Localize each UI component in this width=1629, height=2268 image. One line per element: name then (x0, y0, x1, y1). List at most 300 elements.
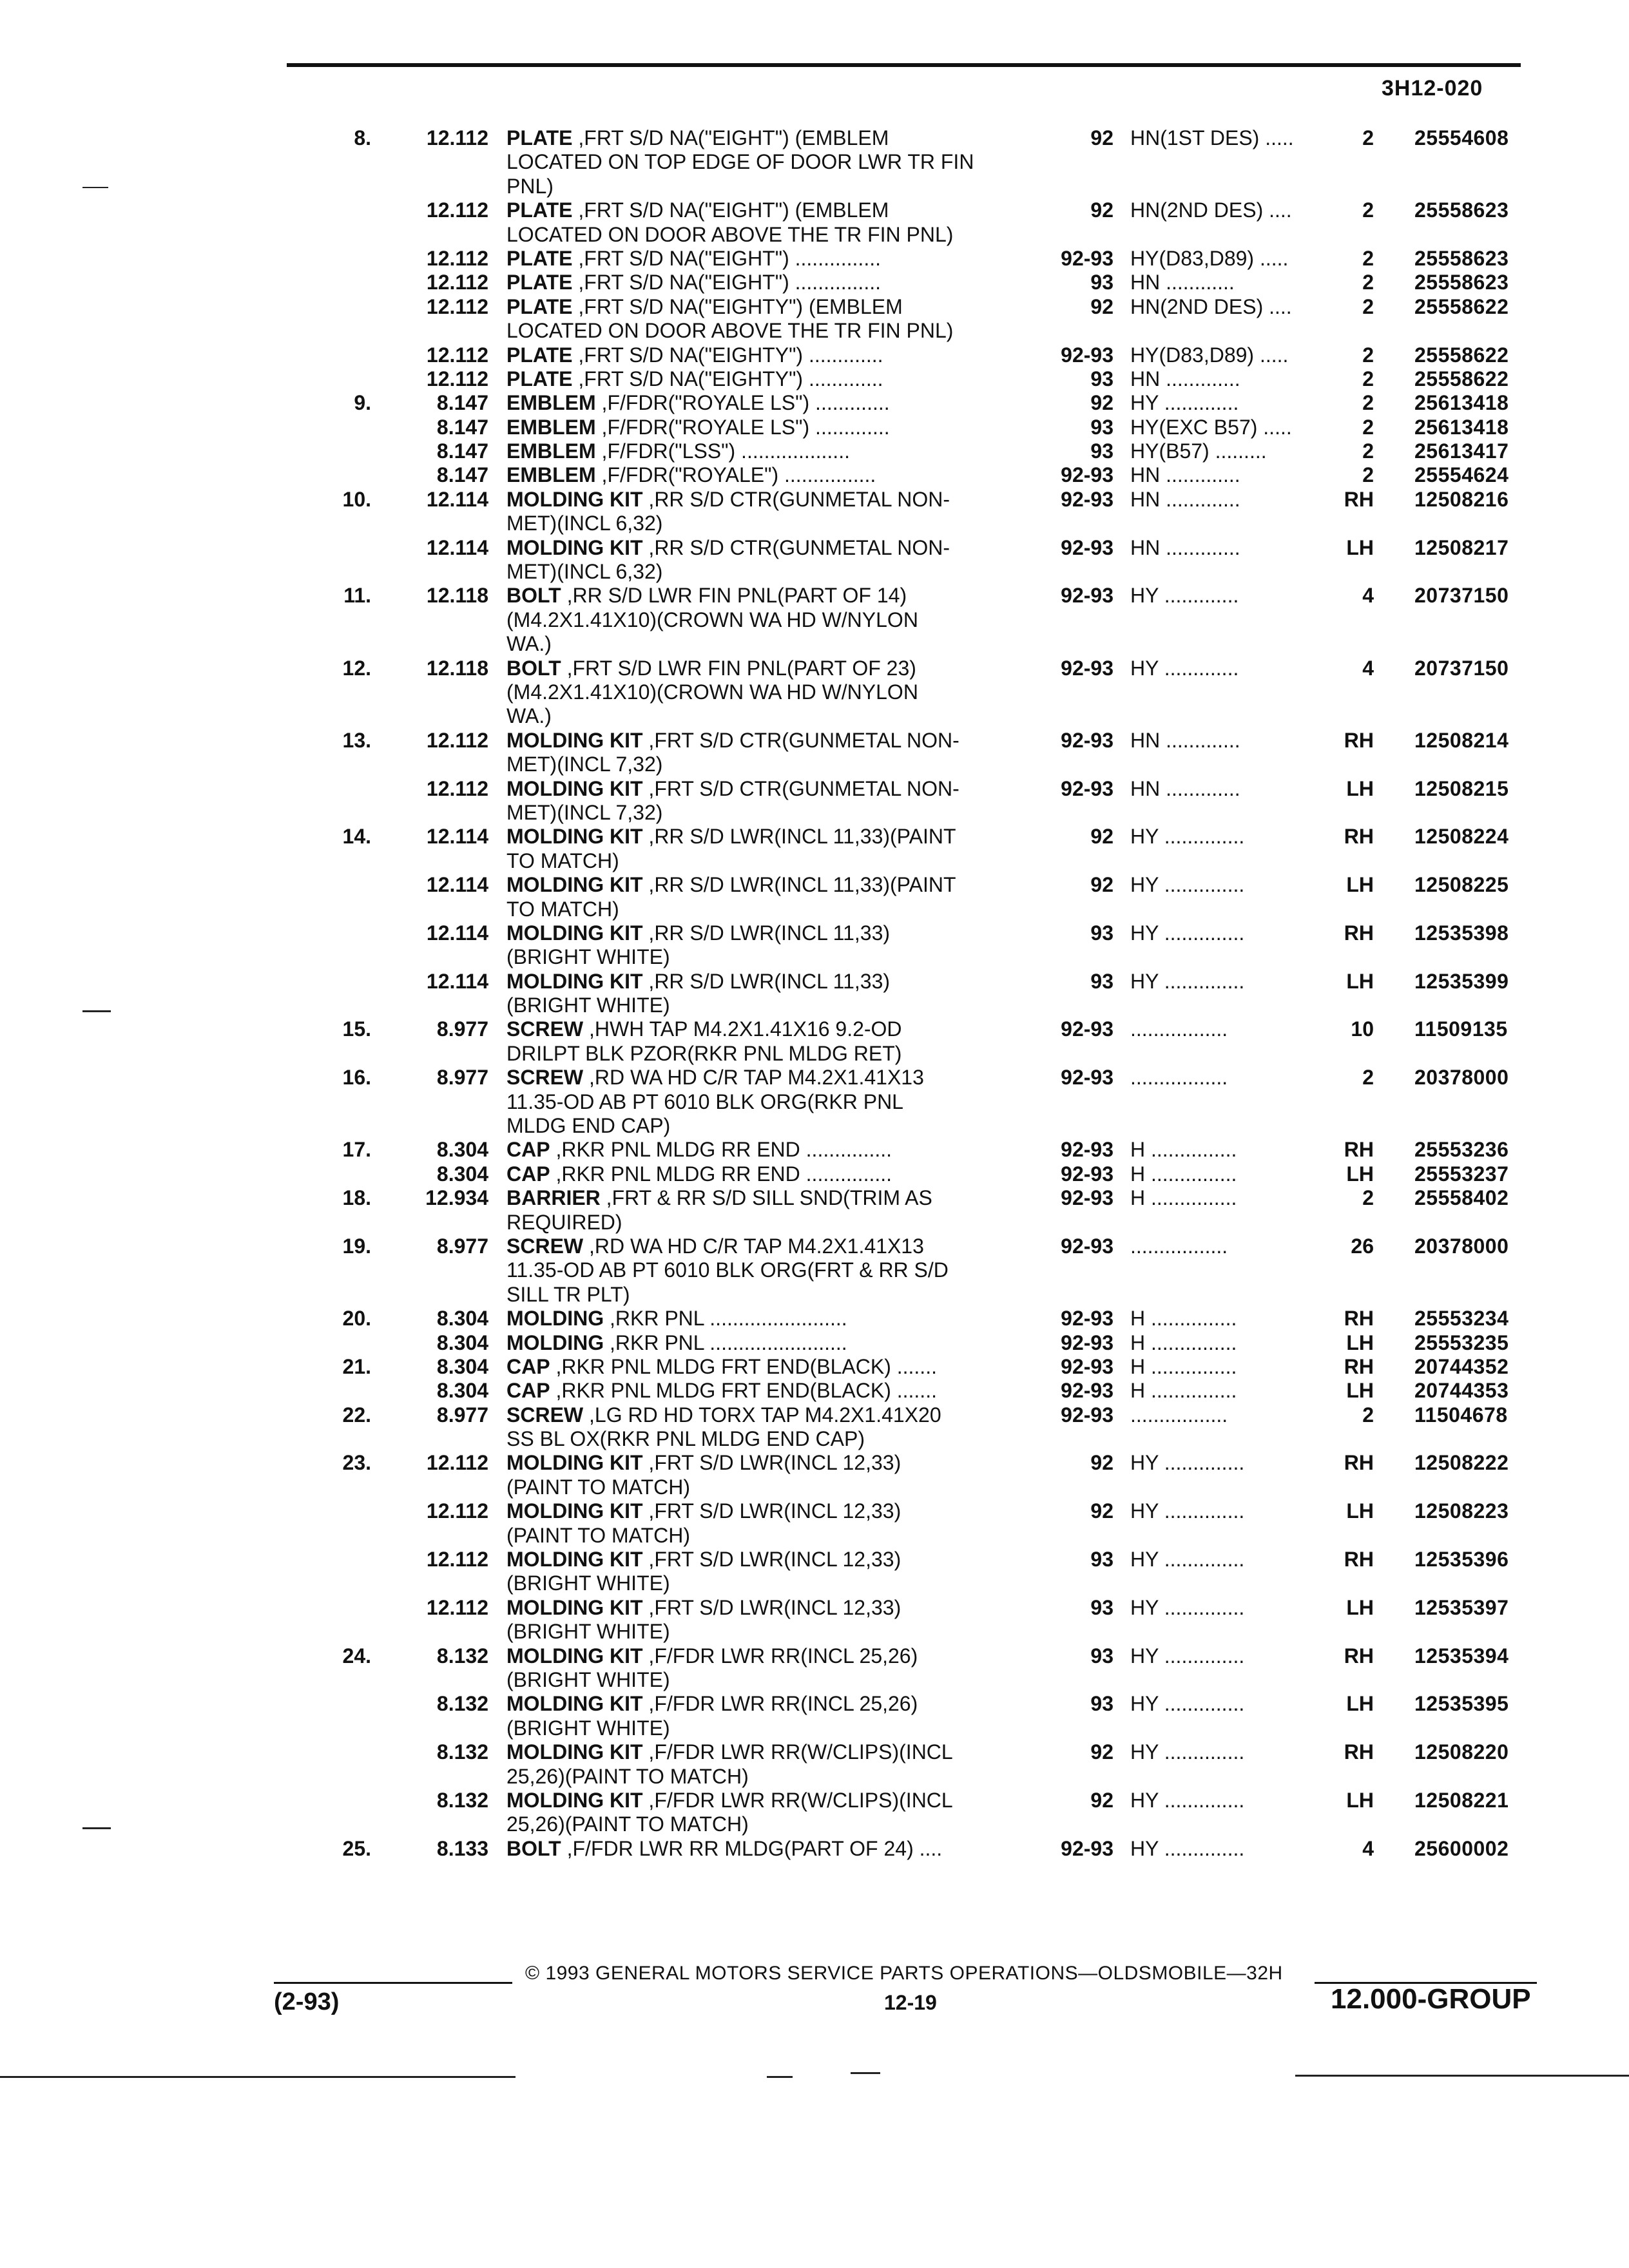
model-comment: HN ............. (1130, 367, 1240, 390)
table-row (0, 729, 1629, 753)
part-description (506, 1571, 670, 1595)
table-row (0, 1692, 1629, 1716)
part-description (506, 1307, 847, 1331)
part-name: EMBLEM (506, 415, 596, 439)
table-row (0, 608, 1629, 632)
group-number: 8.147 (436, 463, 488, 487)
part-description-text: REQUIRED) (506, 1210, 622, 1234)
item-number: 24. (342, 1644, 371, 1667)
table-row (0, 873, 1629, 897)
group-number: 12.112 (426, 367, 488, 390)
group-number: 12.934 (425, 1186, 488, 1210)
part-description-text: ,RKR PNL ........................ (604, 1307, 847, 1331)
part-name: MOLDING KIT (506, 1548, 643, 1571)
part-description (506, 512, 662, 535)
part-description (506, 343, 883, 367)
group-number: 12.114 (426, 825, 488, 849)
item-number: 17. (342, 1138, 371, 1162)
part-description-text: ,RR S/D LWR(INCL 11,33) (642, 969, 891, 993)
model-year: 93 (1090, 367, 1113, 390)
table-row (0, 801, 1629, 825)
model-year: 92 (1090, 1499, 1113, 1523)
part-description-text: ,FRT S/D CTR(GUNMETAL NON- (642, 728, 959, 752)
table-row (0, 1644, 1629, 1668)
model-year: 92-93 (1061, 246, 1113, 270)
model-year: 93 (1090, 439, 1113, 463)
item-number: 13. (342, 728, 371, 752)
table-row (0, 1668, 1629, 1692)
model-comment: HY ............. (1130, 391, 1239, 415)
part-number: 25558622 (1414, 367, 1509, 390)
model-comment: H ............... (1130, 1138, 1237, 1162)
model-comment: HY(B57) ......... (1130, 439, 1267, 463)
table-row (0, 1499, 1629, 1523)
table-row (0, 994, 1629, 1017)
model-comment: HY .............. (1130, 1451, 1245, 1475)
model-comment: ................. (1130, 1234, 1228, 1258)
model-comment: HN ............ (1130, 271, 1235, 294)
part-description (506, 1186, 932, 1210)
part-description (506, 1114, 670, 1138)
part-name: PLATE (506, 126, 573, 149)
item-number: 14. (342, 825, 371, 849)
part-description (506, 921, 890, 945)
quantity: 2 (1362, 1066, 1374, 1090)
part-description-text: (BRIGHT WHITE) (506, 994, 670, 1017)
model-year: 92 (1090, 1451, 1113, 1475)
part-description-text: ,FRT S/D NA("EIGHT") (EMBLEM (572, 198, 889, 222)
model-comment: HN(1ST DES) ..... (1130, 126, 1294, 149)
table-row (0, 1620, 1629, 1644)
part-number: 12508214 (1414, 728, 1509, 752)
part-number: 25558623 (1414, 271, 1509, 294)
table-row (0, 1235, 1629, 1258)
revision-date: (2-93) (274, 1988, 340, 2015)
item-number: 10. (342, 487, 371, 511)
part-description-text: MET)(INCL 6,32) (506, 560, 663, 584)
part-number: 25553234 (1414, 1307, 1509, 1331)
table-row (0, 1283, 1629, 1307)
part-description (506, 1066, 924, 1090)
part-name: MOLDING KIT (506, 1499, 643, 1523)
table-row (0, 560, 1629, 584)
table-row (0, 1379, 1629, 1403)
part-number: 12508221 (1414, 1788, 1509, 1812)
quantity: 4 (1362, 656, 1374, 680)
part-description-text: ,RR S/D CTR(GUNMETAL NON- (642, 487, 950, 511)
quantity: RH (1344, 921, 1374, 945)
group-number: 12.114 (426, 535, 488, 559)
part-description-text: (BRIGHT WHITE) (506, 1571, 670, 1595)
group-number: 12.114 (426, 873, 488, 897)
table-row (0, 680, 1629, 704)
model-comment: HY .............. (1130, 1499, 1245, 1523)
model-year: 92 (1090, 391, 1113, 415)
table-row (0, 657, 1629, 680)
part-description (506, 657, 916, 680)
part-description-text: ,RR S/D LWR(INCL 11,33) (642, 921, 891, 945)
part-description-text: SILL TR PLT) (506, 1282, 630, 1306)
part-name: BARRIER (506, 1186, 601, 1210)
part-number: 12508224 (1414, 825, 1509, 849)
scan-artifact-line (851, 2072, 880, 2074)
part-description-text: (BRIGHT WHITE) (506, 1668, 670, 1691)
part-name: MOLDING KIT (506, 1451, 643, 1475)
part-name: EMBLEM (506, 463, 596, 487)
part-description (506, 1596, 901, 1620)
part-description-text: (BRIGHT WHITE) (506, 945, 670, 969)
table-row (0, 777, 1629, 801)
model-comment: HY .............. (1130, 825, 1245, 849)
scan-artifact-line (767, 2076, 793, 2078)
quantity: LH (1346, 969, 1374, 993)
model-year: 92-93 (1061, 584, 1113, 608)
model-year: 92-93 (1061, 1017, 1113, 1041)
part-description (506, 1499, 901, 1523)
part-description (506, 1355, 937, 1379)
part-description (506, 439, 850, 463)
quantity: RH (1344, 1451, 1374, 1475)
model-comment: HN(2ND DES) .... (1130, 294, 1292, 318)
part-name: SCREW (506, 1403, 584, 1427)
quantity: RH (1344, 1548, 1374, 1571)
model-comment: HY ............. (1130, 584, 1239, 608)
quantity: RH (1344, 487, 1374, 511)
group-label: 12.000-GROUP (1331, 1983, 1531, 2015)
model-year: 92-93 (1061, 1307, 1113, 1331)
scan-artifact-mark (82, 187, 108, 188)
part-description-text: ,FRT S/D LWR(INCL 12,33) (642, 1499, 901, 1523)
model-year: 92 (1090, 126, 1113, 149)
part-name: BOLT (506, 1836, 561, 1860)
model-year: 92-93 (1061, 1331, 1113, 1354)
part-description (506, 295, 903, 319)
model-comment: H ............... (1130, 1379, 1237, 1403)
model-comment: ................. (1130, 1017, 1228, 1041)
quantity: LH (1346, 1162, 1374, 1186)
part-name: PLATE (506, 343, 573, 367)
part-number: 25553236 (1414, 1138, 1509, 1162)
part-description-text: (M4.2X1.41X10)(CROWN WA HD W/NYLON (506, 608, 918, 631)
group-number: 8.304 (436, 1379, 488, 1403)
part-description-text: WA.) (506, 632, 552, 656)
part-name: CAP (506, 1354, 550, 1378)
part-name: MOLDING KIT (506, 1595, 643, 1619)
part-description-text: TO MATCH) (506, 897, 619, 921)
part-description-text: ,FRT S/D NA("EIGHT") ............... (572, 271, 881, 294)
part-description-text: PNL) (506, 174, 554, 198)
group-number: 12.112 (426, 1451, 488, 1475)
table-row (0, 271, 1629, 294)
part-description-text: 11.35-OD AB PT 6010 BLK ORG(RKR PNL (506, 1090, 903, 1113)
part-description (506, 126, 889, 150)
part-description (506, 416, 890, 439)
part-description (506, 801, 662, 825)
part-description-text: ,FRT S/D NA("EIGHTY") ............. (572, 343, 883, 367)
item-number: 20. (342, 1307, 371, 1331)
part-name: SCREW (506, 1017, 584, 1041)
part-description-text: ,F/FDR("ROYALE LS") ............. (595, 415, 890, 439)
part-description (506, 1765, 749, 1789)
model-comment: HY .............. (1130, 1548, 1245, 1571)
table-row (0, 1017, 1629, 1041)
model-year: 92-93 (1061, 1066, 1113, 1090)
part-name: EMBLEM (506, 439, 596, 463)
table-row (0, 1524, 1629, 1548)
part-name: EMBLEM (506, 391, 596, 415)
part-description-text: ,F/FDR("ROYALE") ................ (595, 463, 876, 487)
model-year: 93 (1090, 1548, 1113, 1571)
part-description-text: ,FRT S/D LWR(INCL 12,33) (642, 1595, 901, 1619)
part-number: 20378000 (1414, 1066, 1509, 1090)
group-number: 8.132 (436, 1740, 488, 1764)
model-year: 93 (1090, 1692, 1113, 1716)
model-comment: HY .............. (1130, 969, 1245, 993)
part-description-text: WA.) (506, 704, 552, 728)
item-number: 16. (342, 1066, 371, 1090)
part-name: MOLDING KIT (506, 969, 643, 993)
model-year: 92-93 (1061, 463, 1113, 487)
scan-artifact-line (1295, 2075, 1629, 2077)
part-description-text: ,RD WA HD C/R TAP M4.2X1.41X13 (583, 1066, 924, 1090)
model-year: 92 (1090, 873, 1113, 897)
part-description (506, 1235, 924, 1258)
model-comment: HY .............. (1130, 1595, 1245, 1619)
table-row (0, 223, 1629, 247)
quantity: 4 (1362, 1836, 1374, 1860)
part-description (506, 1211, 622, 1235)
group-number: 12.112 (426, 294, 488, 318)
model-year: 92-93 (1061, 656, 1113, 680)
group-number: 8.977 (436, 1066, 488, 1090)
part-name: MOLDING (506, 1331, 604, 1354)
group-number: 8.977 (436, 1234, 488, 1258)
part-description (506, 1427, 865, 1451)
part-name: MOLDING KIT (506, 873, 643, 897)
quantity: LH (1346, 1692, 1374, 1716)
model-year: 92-93 (1061, 1836, 1113, 1860)
part-name: PLATE (506, 367, 573, 390)
quantity: RH (1344, 1354, 1374, 1378)
header-rule (287, 63, 1521, 67)
part-description-text: ,RR S/D LWR(INCL 11,33)(PAINT (642, 873, 956, 897)
part-number: 12535397 (1414, 1595, 1509, 1619)
model-comment: HN ............. (1130, 535, 1240, 559)
part-description (506, 1789, 953, 1812)
group-number: 12.112 (426, 246, 488, 270)
part-description (506, 1138, 892, 1162)
part-number: 25558402 (1414, 1186, 1509, 1210)
model-comment: HN(2ND DES) .... (1130, 198, 1292, 222)
quantity: 2 (1362, 246, 1374, 270)
part-name: PLATE (506, 294, 573, 318)
part-description-text: MET)(INCL 7,32) (506, 800, 663, 824)
part-name: MOLDING KIT (506, 728, 643, 752)
part-description (506, 704, 552, 728)
quantity: LH (1346, 1499, 1374, 1523)
part-description (506, 1524, 690, 1548)
part-description (506, 608, 918, 632)
part-description (506, 1812, 749, 1836)
quantity: 2 (1362, 367, 1374, 390)
item-number: 22. (342, 1403, 371, 1427)
group-number: 12.118 (426, 584, 488, 608)
part-description-text: ,FRT & RR S/D SILL SND(TRIM AS (600, 1186, 932, 1210)
quantity: 4 (1362, 584, 1374, 608)
table-row (0, 463, 1629, 487)
table-row (0, 343, 1629, 367)
table-row (0, 295, 1629, 319)
part-description-text: LOCATED ON DOOR ABOVE THE TR FIN PNL) (506, 222, 954, 246)
table-row (0, 1716, 1629, 1740)
part-description-text: ,FRT S/D NA("EIGHT") ............... (572, 246, 881, 270)
part-description-text: DRILPT BLK PZOR(RKR PNL MLDG RET) (506, 1041, 902, 1065)
part-name: CAP (506, 1379, 550, 1403)
part-description (506, 1475, 690, 1499)
part-description-text: ,F/FDR LWR RR(W/CLIPS)(INCL (642, 1788, 953, 1812)
part-description-text: ,FRT S/D CTR(GUNMETAL NON- (642, 776, 959, 800)
part-description (506, 584, 907, 608)
group-number: 8.147 (436, 415, 488, 439)
table-row (0, 753, 1629, 776)
scan-artifact-mark (82, 1010, 111, 1012)
model-comment: H ............... (1130, 1331, 1237, 1354)
part-description-text: MET)(INCL 7,32) (506, 753, 663, 776)
part-name: PLATE (506, 198, 573, 222)
quantity: 2 (1362, 439, 1374, 463)
model-year: 92-93 (1061, 1379, 1113, 1403)
group-number: 8.132 (436, 1644, 488, 1667)
table-row (0, 704, 1629, 728)
group-number: 8.977 (436, 1017, 488, 1041)
model-year: 93 (1090, 921, 1113, 945)
part-name: PLATE (506, 271, 573, 294)
quantity: 2 (1362, 415, 1374, 439)
quantity: LH (1346, 873, 1374, 897)
model-year: 93 (1090, 1644, 1113, 1667)
item-number: 21. (342, 1354, 371, 1378)
part-description (506, 1740, 953, 1764)
part-description (506, 1620, 670, 1644)
part-name: BOLT (506, 656, 561, 680)
item-number: 15. (342, 1017, 371, 1041)
part-description (506, 271, 881, 294)
part-description (506, 898, 619, 921)
part-number: 25600002 (1414, 1836, 1509, 1860)
group-number: 8.977 (436, 1403, 488, 1427)
group-number: 8.304 (436, 1138, 488, 1162)
part-description (506, 198, 889, 222)
quantity: RH (1344, 1307, 1374, 1331)
model-comment: HY .............. (1130, 1836, 1245, 1860)
table-row (0, 849, 1629, 873)
model-year: 92-93 (1061, 1403, 1113, 1427)
part-description-text: SS BL OX(RKR PNL MLDG END CAP) (506, 1427, 865, 1451)
model-comment: H ............... (1130, 1186, 1237, 1210)
model-comment: HY .............. (1130, 1788, 1245, 1812)
table-row (0, 1186, 1629, 1210)
group-number: 12.112 (426, 126, 488, 149)
scan-artifact-mark (82, 1827, 111, 1829)
model-year: 92-93 (1061, 1234, 1113, 1258)
table-row (0, 945, 1629, 969)
model-comment: HN ............. (1130, 776, 1240, 800)
group-number: 8.304 (436, 1354, 488, 1378)
quantity: LH (1346, 1379, 1374, 1403)
group-number: 12.112 (426, 1548, 488, 1571)
quantity: 2 (1362, 126, 1374, 149)
table-row (0, 1331, 1629, 1355)
table-row (0, 439, 1629, 463)
table-row (0, 367, 1629, 391)
part-number: 12508223 (1414, 1499, 1509, 1523)
part-description (506, 560, 662, 584)
model-year: 92 (1090, 825, 1113, 849)
part-description (506, 632, 552, 656)
part-description (506, 1379, 937, 1403)
part-description-text: (BRIGHT WHITE) (506, 1620, 670, 1644)
part-number: 25553235 (1414, 1331, 1509, 1354)
group-number: 8.304 (436, 1307, 488, 1331)
table-row (0, 391, 1629, 415)
part-description (506, 1331, 847, 1355)
part-number: 12508220 (1414, 1740, 1509, 1764)
part-description (506, 849, 619, 873)
part-name: PLATE (506, 246, 573, 270)
group-number: 12.114 (426, 921, 488, 945)
group-number: 12.112 (426, 728, 488, 752)
part-name: CAP (506, 1162, 550, 1186)
part-description (506, 223, 953, 247)
model-year: 92-93 (1061, 1186, 1113, 1210)
table-row (0, 536, 1629, 560)
part-description (506, 1090, 903, 1114)
part-description (506, 825, 956, 849)
quantity: LH (1346, 1331, 1374, 1354)
quantity: RH (1344, 728, 1374, 752)
table-row (0, 825, 1629, 849)
model-comment: H ............... (1130, 1307, 1237, 1331)
part-name: MOLDING KIT (506, 825, 643, 849)
part-description-text: 25,26)(PAINT TO MATCH) (506, 1812, 749, 1836)
part-description (506, 1692, 918, 1716)
part-description-text: ,FRT S/D NA("EIGHTY") ............. (572, 367, 883, 390)
part-description (506, 1451, 901, 1475)
table-row (0, 1355, 1629, 1379)
part-description (506, 150, 974, 174)
part-number: 12535394 (1414, 1644, 1509, 1667)
part-number: 25554608 (1414, 126, 1509, 149)
part-description (506, 391, 890, 415)
part-description-text: 11.35-OD AB PT 6010 BLK ORG(FRT & RR S/D (506, 1258, 949, 1282)
group-number: 8.304 (436, 1331, 488, 1354)
model-comment: HY(D83,D89) ..... (1130, 246, 1289, 270)
item-number: 25. (342, 1836, 371, 1860)
part-description (506, 319, 953, 343)
table-row (0, 1403, 1629, 1427)
part-name: MOLDING KIT (506, 1644, 643, 1667)
quantity: 2 (1362, 198, 1374, 222)
part-description-text: LOCATED ON DOOR ABOVE THE TR FIN PNL) (506, 319, 954, 343)
quantity: 2 (1362, 343, 1374, 367)
part-number: 11509135 (1414, 1017, 1508, 1041)
part-description-text: LOCATED ON TOP EDGE OF DOOR LWR TR FIN (506, 150, 974, 174)
item-number: 11. (343, 584, 371, 608)
group-number: 12.118 (426, 656, 488, 680)
table-row (0, 1258, 1629, 1282)
part-number: 12508217 (1414, 535, 1509, 559)
part-name: SCREW (506, 1066, 584, 1090)
